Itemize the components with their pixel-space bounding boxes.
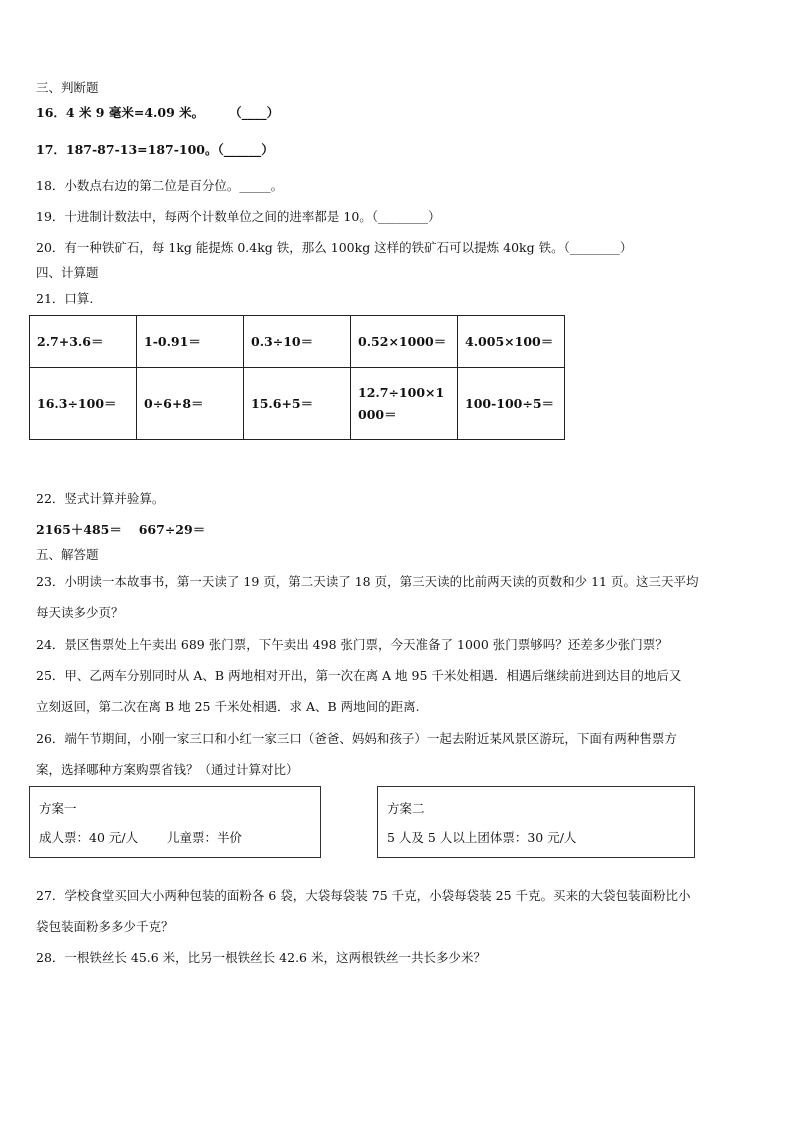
question-21: 21．口算.: [36, 291, 94, 306]
question-22-items: 2165＋485＝ 667÷29＝: [36, 522, 206, 537]
question-25-line-2: 立刻返回，第二次在离 B 地 25 千米处相遇．求 A、B 两地间的距离.: [36, 699, 420, 714]
plan-two-title: 方案二: [387, 801, 425, 816]
table-row: [30, 368, 565, 440]
question-18: 18．小数点右边的第二位是百分位。_____。: [36, 178, 284, 193]
plan-one-adult-price: 成人票：40 元/人: [39, 830, 139, 845]
section-judge-heading: 三、判断题: [36, 80, 99, 95]
mental-math-table: [29, 315, 565, 440]
plan-two-box: [377, 786, 695, 858]
question-24: 24．景区售票处上午卖出 689 张门票，下午卖出 498 张门票，今天准备了 1000 张门票够吗？还差多少张门票？: [36, 637, 668, 652]
question-16: 16．4 米 9 毫米=4.09 米。 （____）: [36, 105, 280, 120]
table-cell: 1-0.91＝: [137, 316, 244, 368]
question-26-line-2: 案，选择哪种方案购票省钱？（通过计算对比）: [36, 762, 299, 777]
question-26-line-1: 26．端午节期间，小刚一家三口和小红一家三口（爸爸、妈妈和孩子）一起去附近某风景区游玩，下面有两种售票方: [36, 731, 677, 746]
table-cell: 0÷6+8＝: [137, 368, 244, 440]
section-calc-heading: 四、计算题: [36, 265, 99, 280]
table-cell: 16.3÷100＝: [30, 368, 137, 440]
question-22: 22．竖式计算并验算。: [36, 491, 165, 506]
plan-two-group-price: 5 人及 5 人以上团体票：30 元/人: [387, 830, 577, 845]
question-25-line-1: 25．甲、乙两车分别同时从 A、B 两地相对开出，第一次在离 A 地 95 千米处相遇．相遇后继续前进到达目的地后又: [36, 668, 682, 683]
section-solve-heading: 五、解答题: [36, 547, 99, 562]
table-cell: 100-100÷5＝: [458, 368, 565, 440]
table-cell: 2.7+3.6＝: [30, 316, 137, 368]
table-cell: 15.6+5＝: [244, 368, 351, 440]
question-17: 17．187-87-13=187-100。（______）: [36, 142, 274, 157]
question-20: 20．有一种铁矿石，每 1kg 能提炼 0.4kg 铁，那么 100kg 这样的铁矿石可以提炼 40kg 铁。（________）: [36, 240, 633, 255]
question-28: 28．一根铁丝长 45.6 米，比另一根铁丝长 42.6 米，这两根铁丝一共长多少米？: [36, 950, 486, 965]
table-cell: 12.7÷100×1000＝: [351, 368, 458, 440]
table-cell: 0.3÷10＝: [244, 316, 351, 368]
plan-one-box: [29, 786, 321, 858]
question-27-line-2: 袋包装面粉多多少千克？: [36, 919, 174, 934]
question-23-line-2: 每天读多少页？: [36, 605, 124, 620]
table-cell: 0.52×1000＝: [351, 316, 458, 368]
question-27-line-1: 27．学校食堂买回大小两种包装的面粉各 6 袋，大袋每袋装 75 千克，小袋每袋装 25 千克。买来的大袋包装面粉比小: [36, 888, 691, 903]
table-cell: 4.005×100＝: [458, 316, 565, 368]
question-23-line-1: 23．小明读一本故事书，第一天读了 19 页，第二天读了 18 页，第三天读的比前两天读的页数和少 11 页。这三天平均: [36, 574, 699, 589]
table-row: [30, 316, 565, 368]
plan-one-child-price: 儿童票：半价: [167, 830, 243, 845]
question-19: 19．十进制计数法中，每两个计数单位之间的进率都是 10。（________）: [36, 209, 441, 224]
plan-one-title: 方案一: [39, 801, 77, 816]
